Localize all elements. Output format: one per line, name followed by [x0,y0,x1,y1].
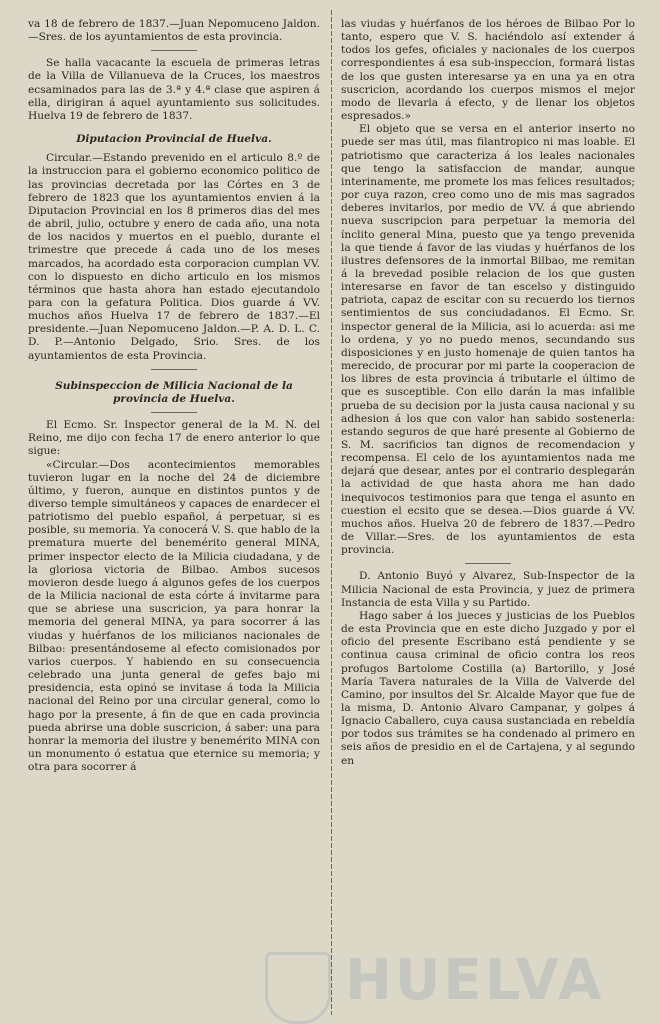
left-paragraph-5: «Circular.—Dos acontecimientos memorables tuvieron lugar en la noche del 24 de diciembre último, y fueron, aunque en distintos puntos y de diverso temple simultáneos y capaces de enardecer el patriotismo del pueblo español, á perpetuar, si es posible, su memoria. Ya conocerá V. S. que hablo de la prematura muerte del benemérito general MINA, primer inspector electo de la Milicia ciudadana, y de la gloriosa victoria de Bilbao. Ambos sucesos movieron desde luego á algunos gefes de los cuerpos de la Milicia nacional de esta córte á invitarme para que se abriese una suscricion, ya para honrar la memoria del general MINA, ya para socorrer á las viudas y huérfanos de los milicianos nacionales de Bilbao: presentándoseme al efecto comisionados por varios cuerpos. Y habiendo en su consecuencia celebrado una junta general de gefes bajo mi presidencia, esta opinó se invitase á toda la Milicia nacional del Reino por una circular general, como lo hago por la presente, á fin de que en cada provincia pueda abrirse una doble suscricion, á saber: una para honrar la memoria del ilustre y benemérito MINA con un monumento ó estatua que eternice su memoria; y otra para socorrer á [28,458,320,774]
right-column [341,18,635,768]
right-paragraph-1: las viudas y huérfanos de los héroes de Bilbao Por lo tanto, espero que V. S. haciéndolo así extender á todos los gefes, oficiales y nacionales de los cuerpos correspondientes á esa sub-inspeccion, formará listas de los que gusten interesarse ya en una ya en otra suscricion, acordando los cuerpos mismos el mejor modo de llevarla á efecto, y de llenar los objetos espresados.» [341,18,635,123]
section-heading-diputacion: Diputacion Provincial de Huelva. [76,133,272,146]
section-heading-subinspeccion: Subinspeccion de Milicia Nacional de la provincia de Huelva. [55,379,293,405]
left-paragraph-4: El Ecmo. Sr. Inspector general de la M. N. del Reino, me dijo con fecha 17 de enero anterior lo que sigue: [28,419,320,458]
right-paragraph-3: D. Antonio Buyó y Alvarez, Sub-Inspector de la Milicia Nacional de esta Provincia, y juez de primera Instancia de esta Villa y su Partido. [341,570,635,609]
left-paragraph-3: Circular.—Estando prevenido en el articulo 8.º de la instruccion para el gobierno economico politico de las provincias decretada por las Córtes en 3 de febrero de 1823 que los ayuntamientos envien á la Diputacion Provincial en los 8 primeros dias del mes de abril, julio, octubre y enero de cada año, una nota de los nacidos y muertos en el pueblo, durante el trimestre que precede á cada uno de los meses marcados, ha acordado esta corporacion cumplan VV. con lo dispuesto en dicho articulo en los mismos términos que hasta ahora han estado ejecutandolo para con la gefatura Politica. Dios guarde á VV. muchos años Huelva 17 de febrero de 1837.—El presidente.—Juan Nepomuceno Jaldon.—P. A. D. L. C. D. P.—Antonio Delgado, Srio. Sres. de los ayuntamientos de esta Provincia. [28,152,320,362]
coat-of-arms-icon [265,952,331,1024]
left-paragraph-1: va 18 de febrero de 1837.—Juan Nepomuceno Jaldon.—Sres. de los ayuntamientos de esta provincia. [28,18,320,44]
column-divider [331,10,332,1015]
left-paragraph-2: Se halla vacacante la escuela de primeras letras de la Villa de Villanueva de la Cruces, los maestros ecsaminados para las de 3.ª y 4.ª clase que aspiren á ella, dirigiran á aquel ayuntamiento sus solicitudes. Huelva 19 de febrero de 1837. [28,57,320,122]
watermark-text: HUELVA [345,948,605,1013]
separator [151,412,197,413]
separator [465,563,511,564]
right-paragraph-4: Hago saber á los jueces y justicias de los Pueblos de esta Provincia que en este dicho Juzgado y por el oficio del presente Escribano está pendiente y se continua causa criminal de oficio contra los reos profugos Bartolome Costilla (a) Bartorillo, y José María Tavera naturales de la Villa de Valverde del Camino, por insultos del Sr. Alcalde Mayor que fue de la misma, D. Antonio Alvaro Campanar, y golpes á Ignacio Caballero, cuya causa sustanciada en rebeldía por todos sus trámites se ha condenado al primero en seis años de presidio en el de Cartajena, y al segundo en [341,609,635,767]
separator [151,50,197,51]
huelva-watermark [265,946,605,1022]
separator [151,369,197,370]
left-column [28,18,320,774]
right-paragraph-2: El objeto que se versa en el anterior inserto no puede ser mas útil, mas filantropico ni mas loable. El patriotismo que caracteriza á los leales nacionales que tengo la satisfaccion de mandar, aunque interinamente, me promete los mas felices resultados; por cuya razon, creo como uno de mis mas sagrados deberes invitarlos, por medio de VV. á que abriendo nueva suscripcion para perpetuar la memoria del ínclito general Mina, puesto que ya tengo prevenida la que tiende á favor de las viudas y huérfanos de los ilustres defensores de la inmortal Bilbao, me remitan á la brevedad posible relacion de los que gusten interesarse en favor de tan escelso y distinguido patriota, capaz de escitar con su recuerdo los tiernos sentimientos de sus conciudadanos. El Ecmo. Sr. inspector general de la Milicia, asi lo acuerda: asi me lo ordena, y yo no puedo menos, secundando sus disposiciones y en justo homenaje de quien tantos ha merecido, de procurar por mi parte la cooperacion de los libres de esta provincia á tributarle el último de que es susceptible. Con ello darán la mas infalible prueba de su decision por la justa causa nacional y su adhesion á los que con valor han sabido sostenerla: estando seguros de que haré presente al Gobierno de S. M. sacrificios tan dignos de recomendacion y recompensa. El celo de los ayuntamientos nada me dejará que desear, antes por el contrario desplegarán la actividad de que hasta ahora me han dado inequivocos testimonios para que tenga el asunto en cuestion el ecsito que se desea.—Dios guarde á VV. muchos años. Huelva 20 de febrero de 1837.—Pedro de Villar.—Sres. de los ayuntamientos de esta provincia. [341,123,635,557]
